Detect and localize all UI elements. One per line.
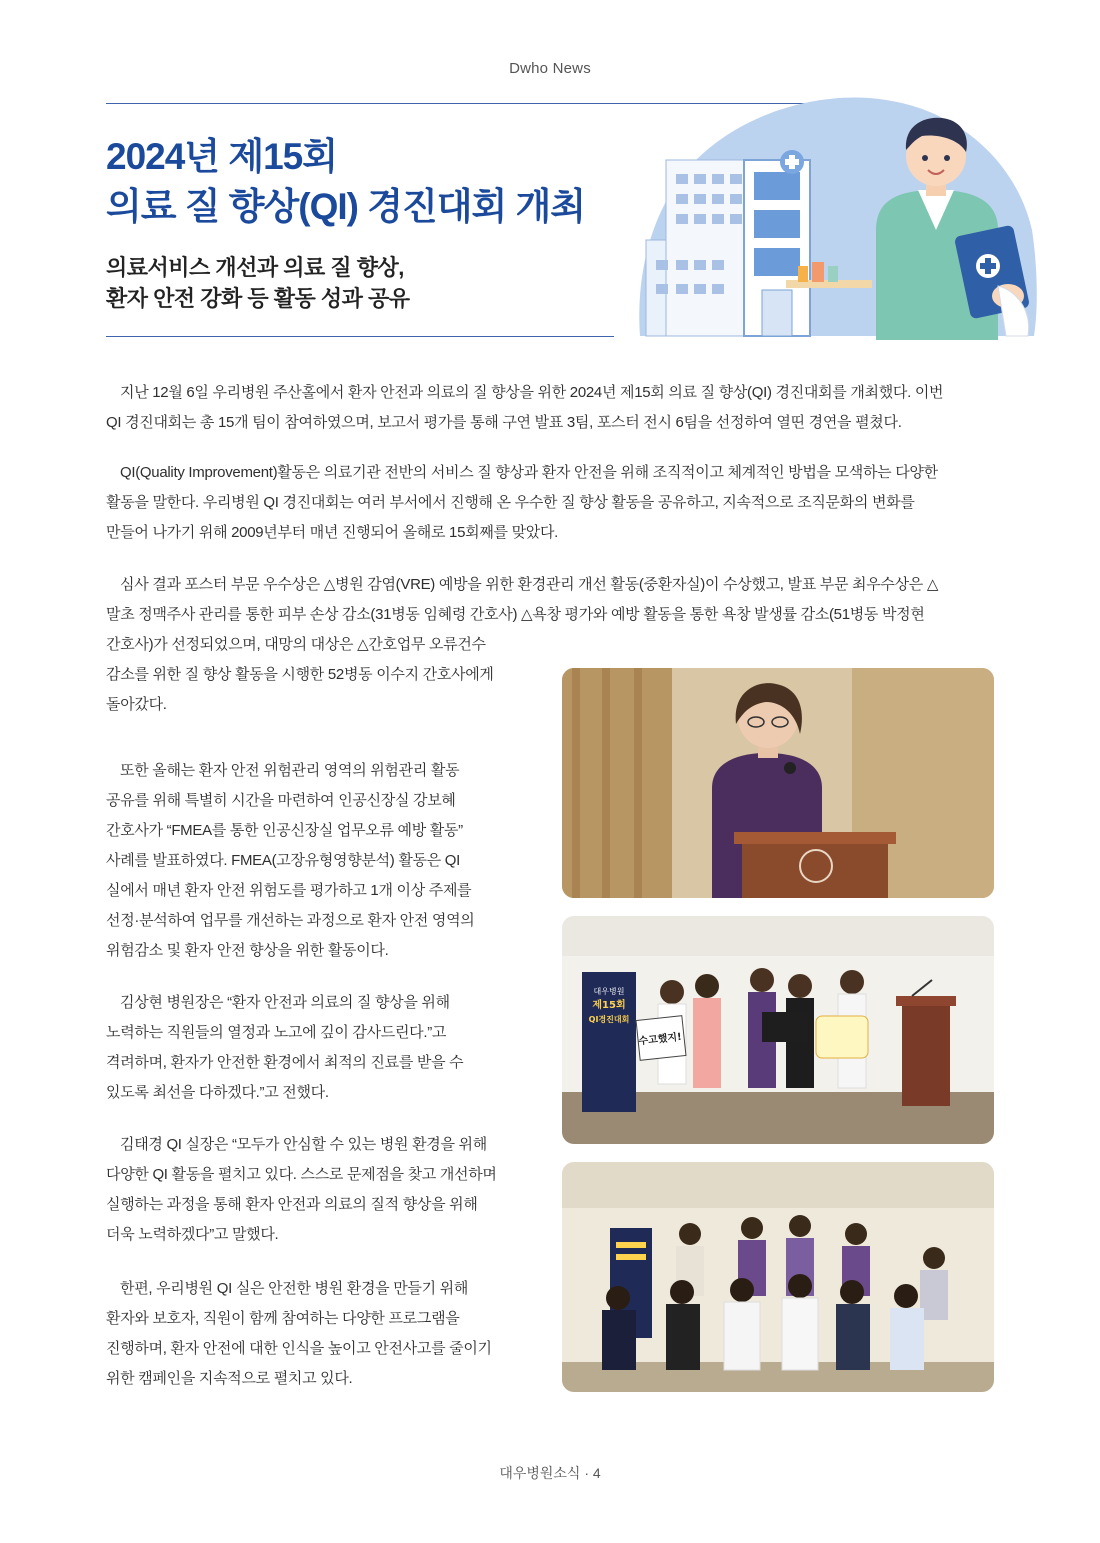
hospital-doctor-illustration [636,90,1038,340]
paragraph-3-line-2: 말초 정맥주사 관리를 통한 피부 손상 감소(31병동 임혜령 간호사) △욕창 평가와 예방 활동을 통한 욕창 발생률 감소(51병동 박정현 [106,606,925,623]
sign-text: 수고했지! [638,1031,683,1048]
subtitle-line-1: 의료서비스 개선과 의료 질 향상, [106,255,404,280]
paragraph-7-line-4: 위한 캠페인을 지속적으로 펼치고 있다. [106,1370,353,1387]
paragraph-1 [106,378,996,438]
paragraph-2-line-3: 만들어 나가기 위해 2009년부터 매년 진행되어 올해로 15회째를 맞았다. [106,524,559,541]
paragraph-4-line-2: 공유를 위해 특별히 시간을 마련하여 인공신장실 강보혜 [106,792,456,809]
paragraph-5-line-1: 김상현 병원장은 “환자 안전과 의료의 질 향상을 위해 [120,994,450,1011]
paragraph-3 [106,570,996,660]
paragraph-7-line-2: 환자와 보호자, 직원이 함께 참여하는 다양한 프로그램을 [106,1310,460,1327]
paragraph-7-line-3: 진행하며, 환자 안전에 대한 인식을 높이고 안전사고를 줄이기 [106,1340,492,1357]
paragraph-2-line-1: QI(Quality Improvement)활동은 의료기관 전반의 서비스 질 향상과 환자 안전을 위해 조직적이고 체계적인 방법을 모색하는 다양한 [120,464,938,481]
paragraph-2 [106,458,996,548]
paragraph-4-line-4: 사례를 발표하였다. FMEA(고장유형영향분석) 활동은 QI [106,852,461,869]
paragraph-3-line-3: 간호사)가 선정되었으며, 대망의 대상은 △간호업무 오류건수 [106,636,486,653]
banner-text-1: 대우병원 [593,987,625,996]
title-line-2: 의료 질 향상(QI) 경진대회 개최 [106,186,585,227]
photo-group [562,1162,994,1392]
paragraph-6-line-4: 더욱 노력하겠다”고 말했다. [106,1226,279,1243]
article-subtitle [106,252,409,314]
paragraph-5-line-2: 노력하는 직원들의 열정과 노고에 깊이 감사드린다.”고 [106,1024,447,1041]
paragraph-3-line-5: 돌아갔다. [106,696,167,713]
paragraph-6 [106,1130,516,1250]
paragraph-2-line-2: 활동을 말한다. 우리병원 QI 경진대회는 여러 부서에서 진행해 온 우수한 질 향상 활동을 공유하고, 지속적으로 조직문화의 변화를 [106,494,915,511]
subtitle-rule [106,336,614,337]
running-head: Dwho News [509,60,591,77]
banner-text-2: 제15회 [592,1000,626,1011]
paragraph-4 [106,756,516,966]
article-title [106,132,585,232]
paragraph-1-line-2: QI 경진대회는 총 15개 팀이 참여하였으며, 보고서 평가를 통해 구연 발표 3팀, 포스터 전시 6팀을 선정하여 열띤 경연을 펼쳤다. [106,414,902,431]
paragraph-4-line-5: 실에서 매년 환자 안전 위험도를 평가하고 1개 이상 주제를 [106,882,472,899]
photo-award-winners [562,916,994,1144]
subtitle-line-2: 환자 안전 강화 등 활동 성과 공유 [106,286,410,311]
paragraph-5 [106,988,516,1108]
paragraph-4-line-6: 선정·분석하여 업무를 개선하는 과정으로 환자 안전 영역의 [106,912,475,929]
paragraph-1-line-1: 지난 12월 6일 우리병원 주산홀에서 환자 안전과 의료의 질 향상을 위한 2024년 제15회 의료 질 향상(QI) 경진대회를 개최했다. 이번 [120,384,944,401]
paragraph-6-line-1: 김태경 QI 실장은 “모두가 안심할 수 있는 병원 환경을 위해 [120,1136,487,1153]
paragraph-6-line-2: 다양한 QI 활동을 펼치고 있다. 스스로 문제점을 찾고 개선하며 [106,1166,497,1183]
page-footer: 대우병원소식 · 4 [499,1465,601,1481]
paragraph-3-line-1: 심사 결과 포스터 부문 우수상은 △병원 감염(VRE) 예방을 위한 환경관리 개선 활동(중환자실)이 수상했고, 발표 부문 최우수상은 △ [120,576,939,593]
banner-text-3: QI경진대회 [588,1015,630,1024]
paragraph-7 [106,1274,516,1394]
paragraph-5-line-3: 격려하며, 환자가 안전한 환경에서 최적의 진료를 받을 수 [106,1054,464,1071]
paragraph-7-line-1: 한편, 우리병원 QI 실은 안전한 병원 환경을 만들기 위해 [120,1280,469,1297]
photo-presenter-at-podium [562,668,994,898]
paragraph-4-line-3: 간호사가 “FMEA를 통한 인공신장실 업무오류 예방 활동” [106,822,463,839]
paragraph-3-continued [106,660,516,720]
paragraph-3-line-4: 감소를 위한 질 향상 활동을 시행한 52병동 이수지 간호사에게 [106,666,494,683]
paragraph-4-line-7: 위험감소 및 환자 안전 향상을 위한 활동이다. [106,942,389,959]
paragraph-4-line-1: 또한 올해는 환자 안전 위험관리 영역의 위험관리 활동 [120,762,460,779]
paragraph-5-line-4: 있도록 최선을 다하겠다.”고 전했다. [106,1084,329,1101]
paragraph-6-line-3: 실행하는 과정을 통해 환자 안전과 의료의 질적 향상을 위해 [106,1196,478,1213]
title-line-1: 2024년 제15회 [106,136,337,177]
